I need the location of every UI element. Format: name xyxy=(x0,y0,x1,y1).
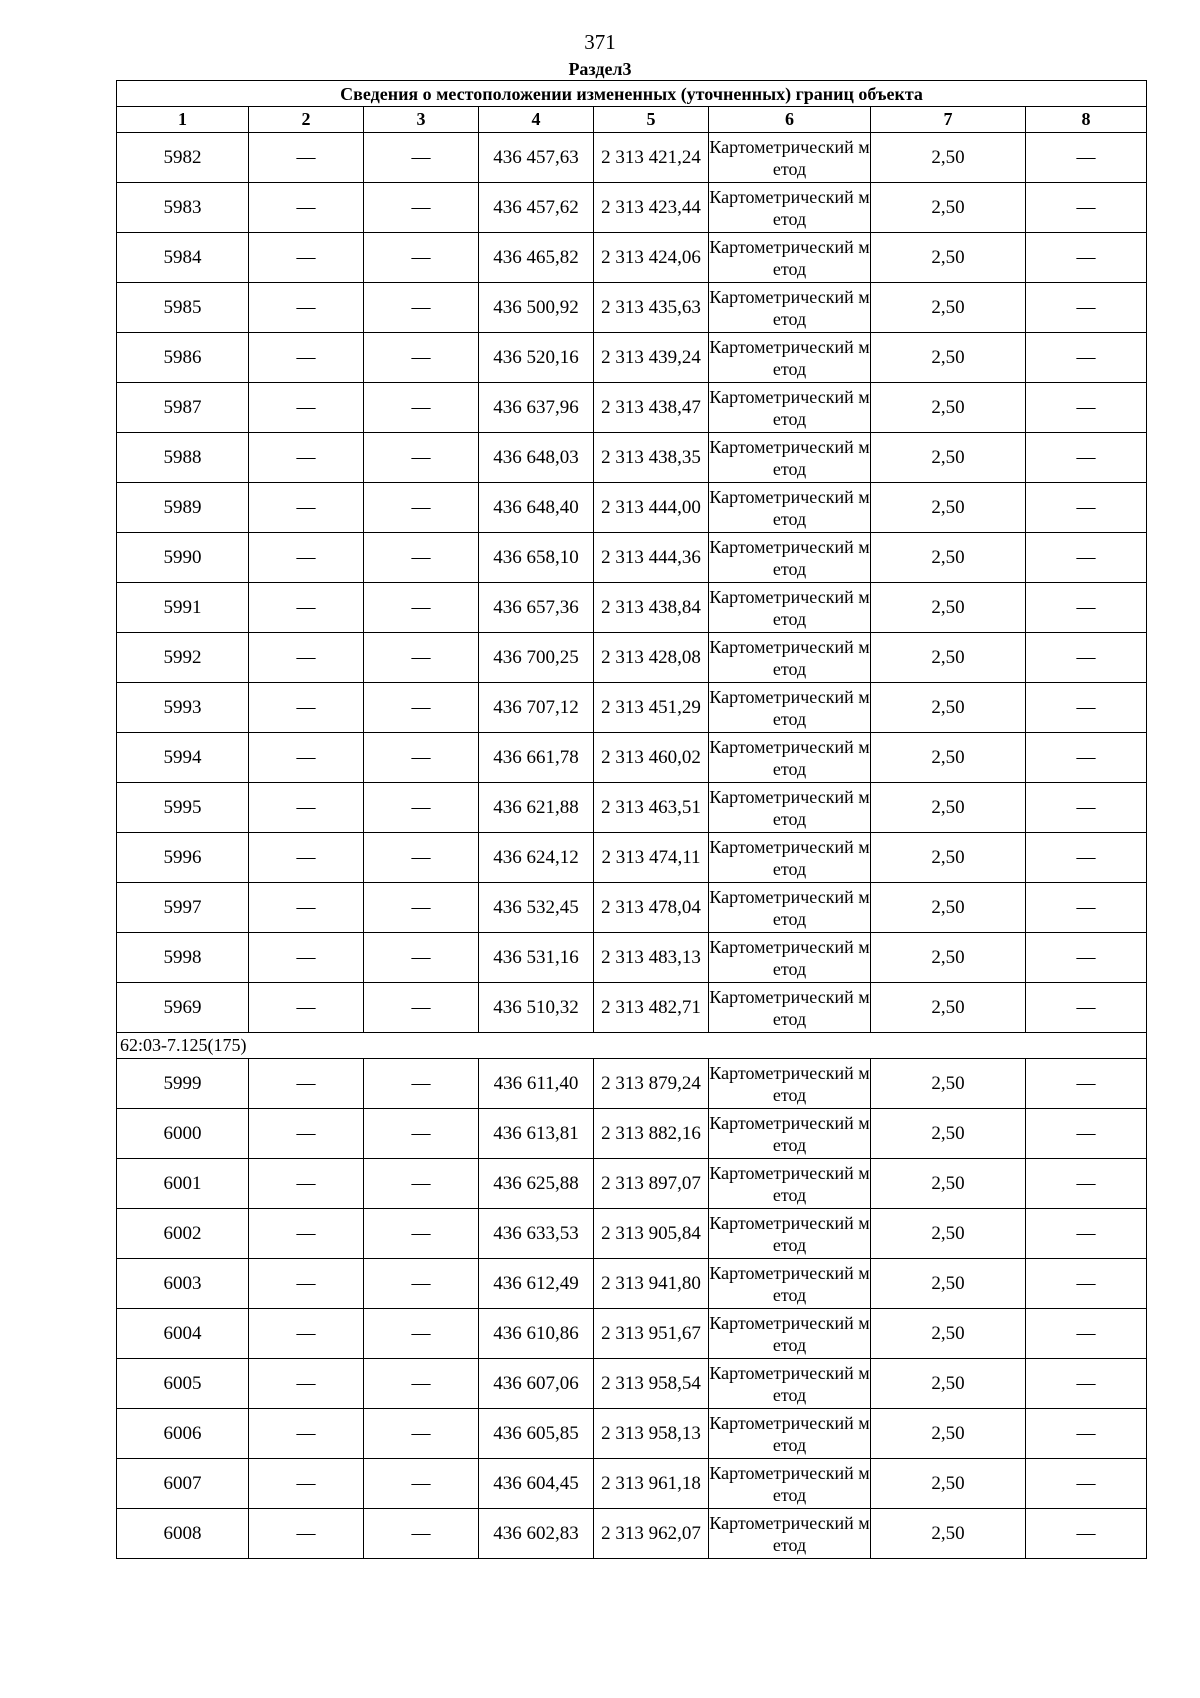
column-8-cell: — xyxy=(1026,583,1147,633)
table-row xyxy=(117,883,1147,933)
table-caption-row xyxy=(117,81,1147,107)
column-8-cell: — xyxy=(1026,1359,1147,1409)
column-8-cell: — xyxy=(1026,1109,1147,1159)
point-number-cell: 6003 xyxy=(117,1259,249,1309)
column-3-cell: — xyxy=(364,1259,479,1309)
point-number-cell: 5998 xyxy=(117,933,249,983)
column-2-cell: — xyxy=(249,1259,364,1309)
x-coordinate-cell: 436 648,03 xyxy=(479,433,594,483)
method-cell: Картометрический метод xyxy=(709,1409,871,1459)
method-cell: Картометрический метод xyxy=(709,733,871,783)
y-coordinate-cell: 2 313 951,67 xyxy=(594,1309,709,1359)
column-number: 5 xyxy=(594,107,709,133)
column-2-cell: — xyxy=(249,1109,364,1159)
table-row xyxy=(117,533,1147,583)
column-3-cell: — xyxy=(364,683,479,733)
accuracy-cell: 2,50 xyxy=(871,333,1026,383)
x-coordinate-cell: 436 531,16 xyxy=(479,933,594,983)
column-2-cell: — xyxy=(249,733,364,783)
method-cell: Картометрический метод xyxy=(709,133,871,183)
column-2-cell: — xyxy=(249,683,364,733)
point-number-cell: 6000 xyxy=(117,1109,249,1159)
accuracy-cell: 2,50 xyxy=(871,583,1026,633)
y-coordinate-cell: 2 313 423,44 xyxy=(594,183,709,233)
column-2-cell: — xyxy=(249,583,364,633)
point-number-cell: 5988 xyxy=(117,433,249,483)
y-coordinate-cell: 2 313 478,04 xyxy=(594,883,709,933)
method-cell: Картометрический метод xyxy=(709,233,871,283)
method-cell: Картометрический метод xyxy=(709,983,871,1033)
point-number-cell: 5984 xyxy=(117,233,249,283)
column-2-cell: — xyxy=(249,783,364,833)
column-2-cell: — xyxy=(249,383,364,433)
y-coordinate-cell: 2 313 421,24 xyxy=(594,133,709,183)
column-8-cell: — xyxy=(1026,183,1147,233)
column-number: 8 xyxy=(1026,107,1147,133)
column-3-cell: — xyxy=(364,333,479,383)
table-row xyxy=(117,233,1147,283)
column-2-cell: — xyxy=(249,1209,364,1259)
column-3-cell: — xyxy=(364,1109,479,1159)
accuracy-cell: 2,50 xyxy=(871,183,1026,233)
y-coordinate-cell: 2 313 882,16 xyxy=(594,1109,709,1159)
column-2-cell: — xyxy=(249,933,364,983)
column-3-cell: — xyxy=(364,933,479,983)
point-number-cell: 6007 xyxy=(117,1459,249,1509)
accuracy-cell: 2,50 xyxy=(871,733,1026,783)
accuracy-cell: 2,50 xyxy=(871,683,1026,733)
accuracy-cell: 2,50 xyxy=(871,933,1026,983)
method-cell: Картометрический метод xyxy=(709,583,871,633)
table-row xyxy=(117,383,1147,433)
column-3-cell: — xyxy=(364,283,479,333)
accuracy-cell: 2,50 xyxy=(871,983,1026,1033)
column-2-cell: — xyxy=(249,1509,364,1559)
column-2-cell: — xyxy=(249,633,364,683)
point-number-cell: 5992 xyxy=(117,633,249,683)
column-8-cell: — xyxy=(1026,433,1147,483)
y-coordinate-cell: 2 313 941,80 xyxy=(594,1259,709,1309)
y-coordinate-cell: 2 313 435,63 xyxy=(594,283,709,333)
table-row xyxy=(117,633,1147,683)
column-8-cell: — xyxy=(1026,333,1147,383)
column-8-cell: — xyxy=(1026,133,1147,183)
table-row xyxy=(117,1059,1147,1109)
column-number-row xyxy=(117,107,1147,133)
x-coordinate-cell: 436 602,83 xyxy=(479,1509,594,1559)
column-8-cell: — xyxy=(1026,983,1147,1033)
table-row xyxy=(117,933,1147,983)
point-number-cell: 5983 xyxy=(117,183,249,233)
x-coordinate-cell: 436 604,45 xyxy=(479,1459,594,1509)
accuracy-cell: 2,50 xyxy=(871,1459,1026,1509)
column-3-cell: — xyxy=(364,1209,479,1259)
x-coordinate-cell: 436 700,25 xyxy=(479,633,594,683)
method-cell: Картометрический метод xyxy=(709,1509,871,1559)
accuracy-cell: 2,50 xyxy=(871,283,1026,333)
table-caption: Сведения о местоположении измененных (уточненных) границ объекта xyxy=(117,81,1147,107)
column-3-cell: — xyxy=(364,233,479,283)
column-8-cell: — xyxy=(1026,683,1147,733)
point-number-cell: 5993 xyxy=(117,683,249,733)
method-cell: Картометрический метод xyxy=(709,883,871,933)
column-3-cell: — xyxy=(364,783,479,833)
point-number-cell: 5990 xyxy=(117,533,249,583)
method-cell: Картометрический метод xyxy=(709,1259,871,1309)
accuracy-cell: 2,50 xyxy=(871,1309,1026,1359)
point-number-cell: 5991 xyxy=(117,583,249,633)
point-number-cell: 5969 xyxy=(117,983,249,1033)
column-3-cell: — xyxy=(364,1409,479,1459)
method-cell: Картометрический метод xyxy=(709,1359,871,1409)
column-number: 4 xyxy=(479,107,594,133)
x-coordinate-cell: 436 500,92 xyxy=(479,283,594,333)
x-coordinate-cell: 436 605,85 xyxy=(479,1409,594,1459)
point-number-cell: 6002 xyxy=(117,1209,249,1259)
group-label: 62:03-7.125(175) xyxy=(117,1033,1147,1059)
column-8-cell: — xyxy=(1026,1059,1147,1109)
column-3-cell: — xyxy=(364,1509,479,1559)
column-number: 2 xyxy=(249,107,364,133)
column-2-cell: — xyxy=(249,183,364,233)
method-cell: Картометрический метод xyxy=(709,1059,871,1109)
column-2-cell: — xyxy=(249,333,364,383)
column-3-cell: — xyxy=(364,1159,479,1209)
column-8-cell: — xyxy=(1026,1409,1147,1459)
column-2-cell: — xyxy=(249,983,364,1033)
method-cell: Картометрический метод xyxy=(709,1309,871,1359)
method-cell: Картометрический метод xyxy=(709,1459,871,1509)
y-coordinate-cell: 2 313 474,11 xyxy=(594,833,709,883)
table-row xyxy=(117,333,1147,383)
section-title: Раздел3 xyxy=(568,59,632,79)
y-coordinate-cell: 2 313 428,08 xyxy=(594,633,709,683)
column-8-cell: — xyxy=(1026,233,1147,283)
column-2-cell: — xyxy=(249,283,364,333)
column-2-cell: — xyxy=(249,533,364,583)
page-number: 371 xyxy=(584,30,616,54)
column-8-cell: — xyxy=(1026,533,1147,583)
column-3-cell: — xyxy=(364,1309,479,1359)
table-row xyxy=(117,583,1147,633)
point-number-cell: 5982 xyxy=(117,133,249,183)
table-row xyxy=(117,983,1147,1033)
method-cell: Картометрический метод xyxy=(709,1109,871,1159)
x-coordinate-cell: 436 637,96 xyxy=(479,383,594,433)
table-row xyxy=(117,133,1147,183)
column-8-cell: — xyxy=(1026,933,1147,983)
y-coordinate-cell: 2 313 482,71 xyxy=(594,983,709,1033)
method-cell: Картометрический метод xyxy=(709,783,871,833)
column-3-cell: — xyxy=(364,483,479,533)
table-row xyxy=(117,1409,1147,1459)
table-body xyxy=(117,133,1147,1559)
method-cell: Картометрический метод xyxy=(709,383,871,433)
accuracy-cell: 2,50 xyxy=(871,483,1026,533)
column-2-cell: — xyxy=(249,433,364,483)
method-cell: Картометрический метод xyxy=(709,933,871,983)
column-3-cell: — xyxy=(364,583,479,633)
column-3-cell: — xyxy=(364,1459,479,1509)
y-coordinate-cell: 2 313 424,06 xyxy=(594,233,709,283)
table-row xyxy=(117,433,1147,483)
accuracy-cell: 2,50 xyxy=(871,133,1026,183)
column-8-cell: — xyxy=(1026,1509,1147,1559)
column-8-cell: — xyxy=(1026,1209,1147,1259)
table-row xyxy=(117,833,1147,883)
column-3-cell: — xyxy=(364,383,479,433)
point-number-cell: 6006 xyxy=(117,1409,249,1459)
column-3-cell: — xyxy=(364,733,479,783)
table-row xyxy=(117,1259,1147,1309)
column-2-cell: — xyxy=(249,1309,364,1359)
accuracy-cell: 2,50 xyxy=(871,883,1026,933)
column-8-cell: — xyxy=(1026,633,1147,683)
x-coordinate-cell: 436 465,82 xyxy=(479,233,594,283)
table-row xyxy=(117,783,1147,833)
column-3-cell: — xyxy=(364,833,479,883)
accuracy-cell: 2,50 xyxy=(871,783,1026,833)
y-coordinate-cell: 2 313 958,54 xyxy=(594,1359,709,1409)
method-cell: Картометрический метод xyxy=(709,333,871,383)
column-3-cell: — xyxy=(364,883,479,933)
method-cell: Картометрический метод xyxy=(709,633,871,683)
accuracy-cell: 2,50 xyxy=(871,1409,1026,1459)
x-coordinate-cell: 436 532,45 xyxy=(479,883,594,933)
column-number: 6 xyxy=(709,107,871,133)
x-coordinate-cell: 436 610,86 xyxy=(479,1309,594,1359)
column-8-cell: — xyxy=(1026,783,1147,833)
x-coordinate-cell: 436 612,49 xyxy=(479,1259,594,1309)
accuracy-cell: 2,50 xyxy=(871,1259,1026,1309)
coordinates-table xyxy=(116,80,1147,1559)
point-number-cell: 5994 xyxy=(117,733,249,783)
y-coordinate-cell: 2 313 438,47 xyxy=(594,383,709,433)
point-number-cell: 5985 xyxy=(117,283,249,333)
table-row xyxy=(117,1309,1147,1359)
accuracy-cell: 2,50 xyxy=(871,1109,1026,1159)
column-3-cell: — xyxy=(364,183,479,233)
x-coordinate-cell: 436 661,78 xyxy=(479,733,594,783)
x-coordinate-cell: 436 520,16 xyxy=(479,333,594,383)
accuracy-cell: 2,50 xyxy=(871,1209,1026,1259)
accuracy-cell: 2,50 xyxy=(871,633,1026,683)
y-coordinate-cell: 2 313 444,00 xyxy=(594,483,709,533)
x-coordinate-cell: 436 707,12 xyxy=(479,683,594,733)
table-row xyxy=(117,1459,1147,1509)
column-8-cell: — xyxy=(1026,283,1147,333)
column-8-cell: — xyxy=(1026,1159,1147,1209)
accuracy-cell: 2,50 xyxy=(871,533,1026,583)
column-3-cell: — xyxy=(364,1359,479,1409)
column-number: 1 xyxy=(117,107,249,133)
y-coordinate-cell: 2 313 438,84 xyxy=(594,583,709,633)
y-coordinate-cell: 2 313 483,13 xyxy=(594,933,709,983)
table-row xyxy=(117,183,1147,233)
column-2-cell: — xyxy=(249,483,364,533)
x-coordinate-cell: 436 611,40 xyxy=(479,1059,594,1109)
accuracy-cell: 2,50 xyxy=(871,383,1026,433)
point-number-cell: 6008 xyxy=(117,1509,249,1559)
table-row xyxy=(117,483,1147,533)
column-number: 3 xyxy=(364,107,479,133)
method-cell: Картометрический метод xyxy=(709,1159,871,1209)
point-number-cell: 5996 xyxy=(117,833,249,883)
x-coordinate-cell: 436 621,88 xyxy=(479,783,594,833)
table-row xyxy=(117,733,1147,783)
accuracy-cell: 2,50 xyxy=(871,433,1026,483)
x-coordinate-cell: 436 625,88 xyxy=(479,1159,594,1209)
column-8-cell: — xyxy=(1026,733,1147,783)
x-coordinate-cell: 436 657,36 xyxy=(479,583,594,633)
point-number-cell: 5989 xyxy=(117,483,249,533)
column-2-cell: — xyxy=(249,1459,364,1509)
accuracy-cell: 2,50 xyxy=(871,1509,1026,1559)
group-row xyxy=(117,1033,1147,1059)
accuracy-cell: 2,50 xyxy=(871,233,1026,283)
column-8-cell: — xyxy=(1026,1259,1147,1309)
column-3-cell: — xyxy=(364,633,479,683)
x-coordinate-cell: 436 457,63 xyxy=(479,133,594,183)
accuracy-cell: 2,50 xyxy=(871,833,1026,883)
table-row xyxy=(117,1209,1147,1259)
method-cell: Картометрический метод xyxy=(709,833,871,883)
column-2-cell: — xyxy=(249,1409,364,1459)
point-number-cell: 5986 xyxy=(117,333,249,383)
table-row xyxy=(117,283,1147,333)
method-cell: Картометрический метод xyxy=(709,483,871,533)
column-2-cell: — xyxy=(249,1359,364,1409)
y-coordinate-cell: 2 313 958,13 xyxy=(594,1409,709,1459)
point-number-cell: 5997 xyxy=(117,883,249,933)
y-coordinate-cell: 2 313 438,35 xyxy=(594,433,709,483)
y-coordinate-cell: 2 313 905,84 xyxy=(594,1209,709,1259)
method-cell: Картометрический метод xyxy=(709,433,871,483)
column-3-cell: — xyxy=(364,1059,479,1109)
table-row xyxy=(117,683,1147,733)
point-number-cell: 5987 xyxy=(117,383,249,433)
table-row xyxy=(117,1159,1147,1209)
y-coordinate-cell: 2 313 444,36 xyxy=(594,533,709,583)
column-2-cell: — xyxy=(249,133,364,183)
x-coordinate-cell: 436 633,53 xyxy=(479,1209,594,1259)
column-2-cell: — xyxy=(249,1059,364,1109)
point-number-cell: 5995 xyxy=(117,783,249,833)
point-number-cell: 6001 xyxy=(117,1159,249,1209)
column-2-cell: — xyxy=(249,1159,364,1209)
x-coordinate-cell: 436 457,62 xyxy=(479,183,594,233)
column-number: 7 xyxy=(871,107,1026,133)
column-2-cell: — xyxy=(249,833,364,883)
method-cell: Картометрический метод xyxy=(709,683,871,733)
y-coordinate-cell: 2 313 460,02 xyxy=(594,733,709,783)
method-cell: Картометрический метод xyxy=(709,283,871,333)
column-2-cell: — xyxy=(249,233,364,283)
column-2-cell: — xyxy=(249,883,364,933)
point-number-cell: 6004 xyxy=(117,1309,249,1359)
accuracy-cell: 2,50 xyxy=(871,1359,1026,1409)
table-row xyxy=(117,1359,1147,1409)
column-8-cell: — xyxy=(1026,383,1147,433)
column-8-cell: — xyxy=(1026,1459,1147,1509)
column-8-cell: — xyxy=(1026,883,1147,933)
y-coordinate-cell: 2 313 463,51 xyxy=(594,783,709,833)
x-coordinate-cell: 436 648,40 xyxy=(479,483,594,533)
accuracy-cell: 2,50 xyxy=(871,1059,1026,1109)
column-3-cell: — xyxy=(364,133,479,183)
method-cell: Картометрический метод xyxy=(709,533,871,583)
y-coordinate-cell: 2 313 962,07 xyxy=(594,1509,709,1559)
x-coordinate-cell: 436 613,81 xyxy=(479,1109,594,1159)
x-coordinate-cell: 436 607,06 xyxy=(479,1359,594,1409)
method-cell: Картометрический метод xyxy=(709,183,871,233)
column-3-cell: — xyxy=(364,983,479,1033)
accuracy-cell: 2,50 xyxy=(871,1159,1026,1209)
y-coordinate-cell: 2 313 879,24 xyxy=(594,1059,709,1109)
point-number-cell: 5999 xyxy=(117,1059,249,1109)
x-coordinate-cell: 436 658,10 xyxy=(479,533,594,583)
column-3-cell: — xyxy=(364,533,479,583)
x-coordinate-cell: 436 624,12 xyxy=(479,833,594,883)
table-row xyxy=(117,1509,1147,1559)
y-coordinate-cell: 2 313 439,24 xyxy=(594,333,709,383)
column-8-cell: — xyxy=(1026,1309,1147,1359)
column-8-cell: — xyxy=(1026,483,1147,533)
table-row xyxy=(117,1109,1147,1159)
y-coordinate-cell: 2 313 961,18 xyxy=(594,1459,709,1509)
method-cell: Картометрический метод xyxy=(709,1209,871,1259)
column-8-cell: — xyxy=(1026,833,1147,883)
column-3-cell: — xyxy=(364,433,479,483)
point-number-cell: 6005 xyxy=(117,1359,249,1409)
y-coordinate-cell: 2 313 897,07 xyxy=(594,1159,709,1209)
x-coordinate-cell: 436 510,32 xyxy=(479,983,594,1033)
y-coordinate-cell: 2 313 451,29 xyxy=(594,683,709,733)
